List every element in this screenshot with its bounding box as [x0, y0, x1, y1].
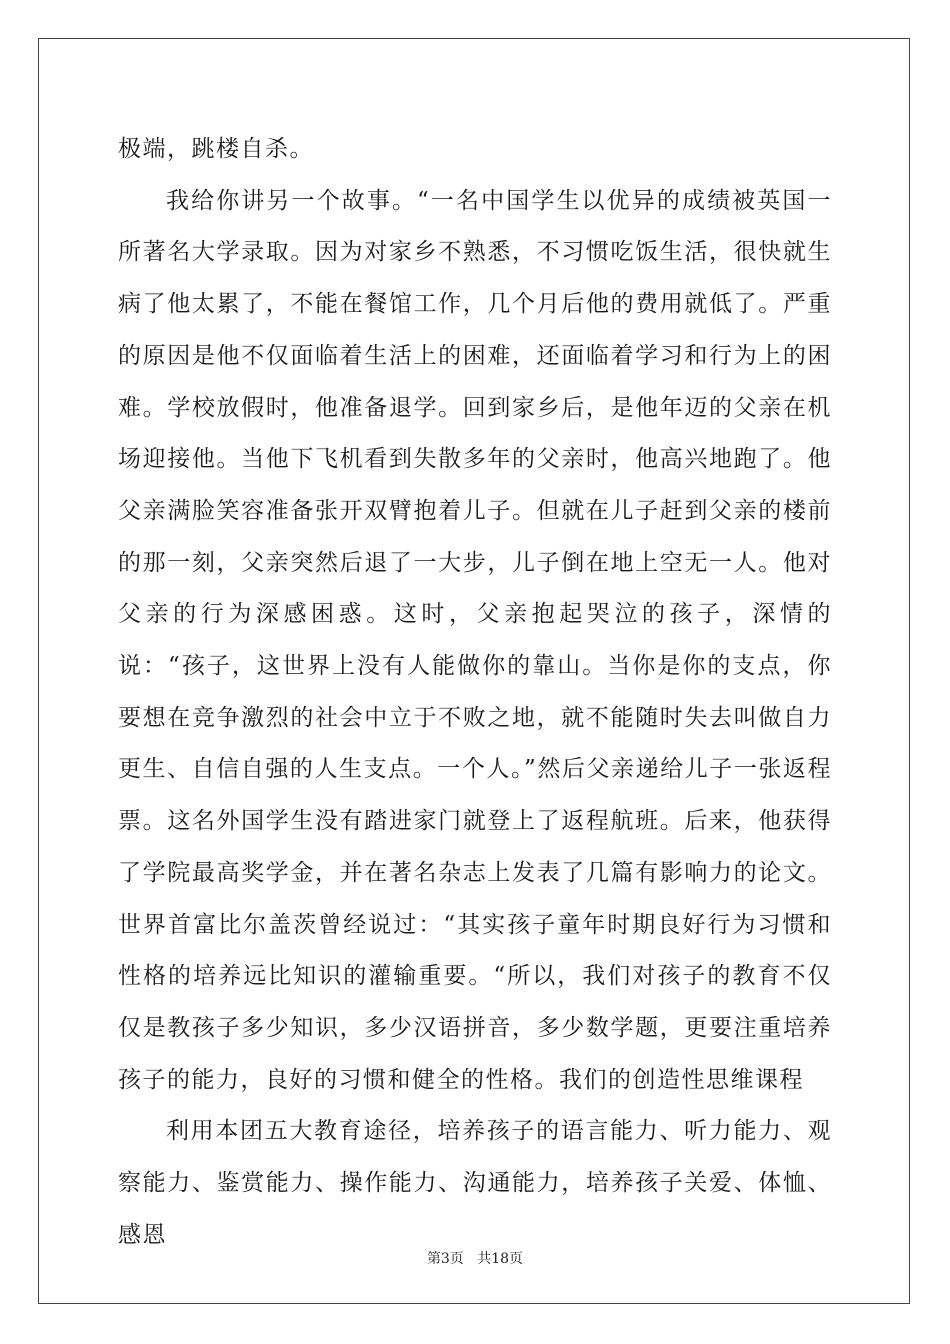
- paragraph-2: 我给你讲另一个故事。“一名中国学生以优异的成绩被英国一所著名大学录取。因为对家乡不熟悉，不习惯吃饭生活，很快就生病了他太累了，不能在餐馆工作，几个月后他的费用就低了。严重的原因是他不仅面临着生活上的困难，还面临着学习和行为上的困难。学校放假时，他准备退学。回到家乡后，是他年迈的父亲在机场迎接他。当他下飞机看到失散多年的父亲时，他高兴地跑了。他父亲满脸笑容准备张开双臂抱着儿子。但就在儿子赶到父亲的楼前的那一刻，父亲突然后退了一大步，儿子倒在地上空无一人。他对父亲的行为深感困惑。这时，父亲抱起哭泣的孩子，深情的说：“孩子，这世界上没有人能做你的靠山。当你是你的支点，你要想在竞争激烈的社会中立于不败之地，就不能随时失去叫做自力更生、自信自强的人生支点。一个人。”然后父亲递给儿子一张返程票。这名外国学生没有踏进家门就登上了返程航班。后来，他获得了学院最高奖学金，并在著名杂志上发表了几篇有影响力的论文。世界首富比尔盖茨曾经说过：“其实孩子童年时期良好行为习惯和性格的培养远比知识的灌输重要。“所以，我们对孩子的教育不仅仅是教孩子多少知识，多少汉语拼音，多少数学题，更要注重培养孩子的能力，良好的习惯和健全的性格。我们的创造性思维课程: [118, 187, 832, 1093]
- page-footer: [0, 1248, 950, 1268]
- document-body: [118, 124, 832, 1261]
- paragraph-1: 极端，跳楼自杀。: [118, 136, 314, 162]
- page-total: 共18页: [477, 1251, 524, 1267]
- paragraph-3: 利用本团五大教育途径，培养孩子的语言能力、听力能力、观察能力、鉴赏能力、操作能力、沟通能力，培养孩子关爱、体恤、感恩: [118, 1118, 832, 1248]
- page-number: 第3页: [426, 1251, 464, 1267]
